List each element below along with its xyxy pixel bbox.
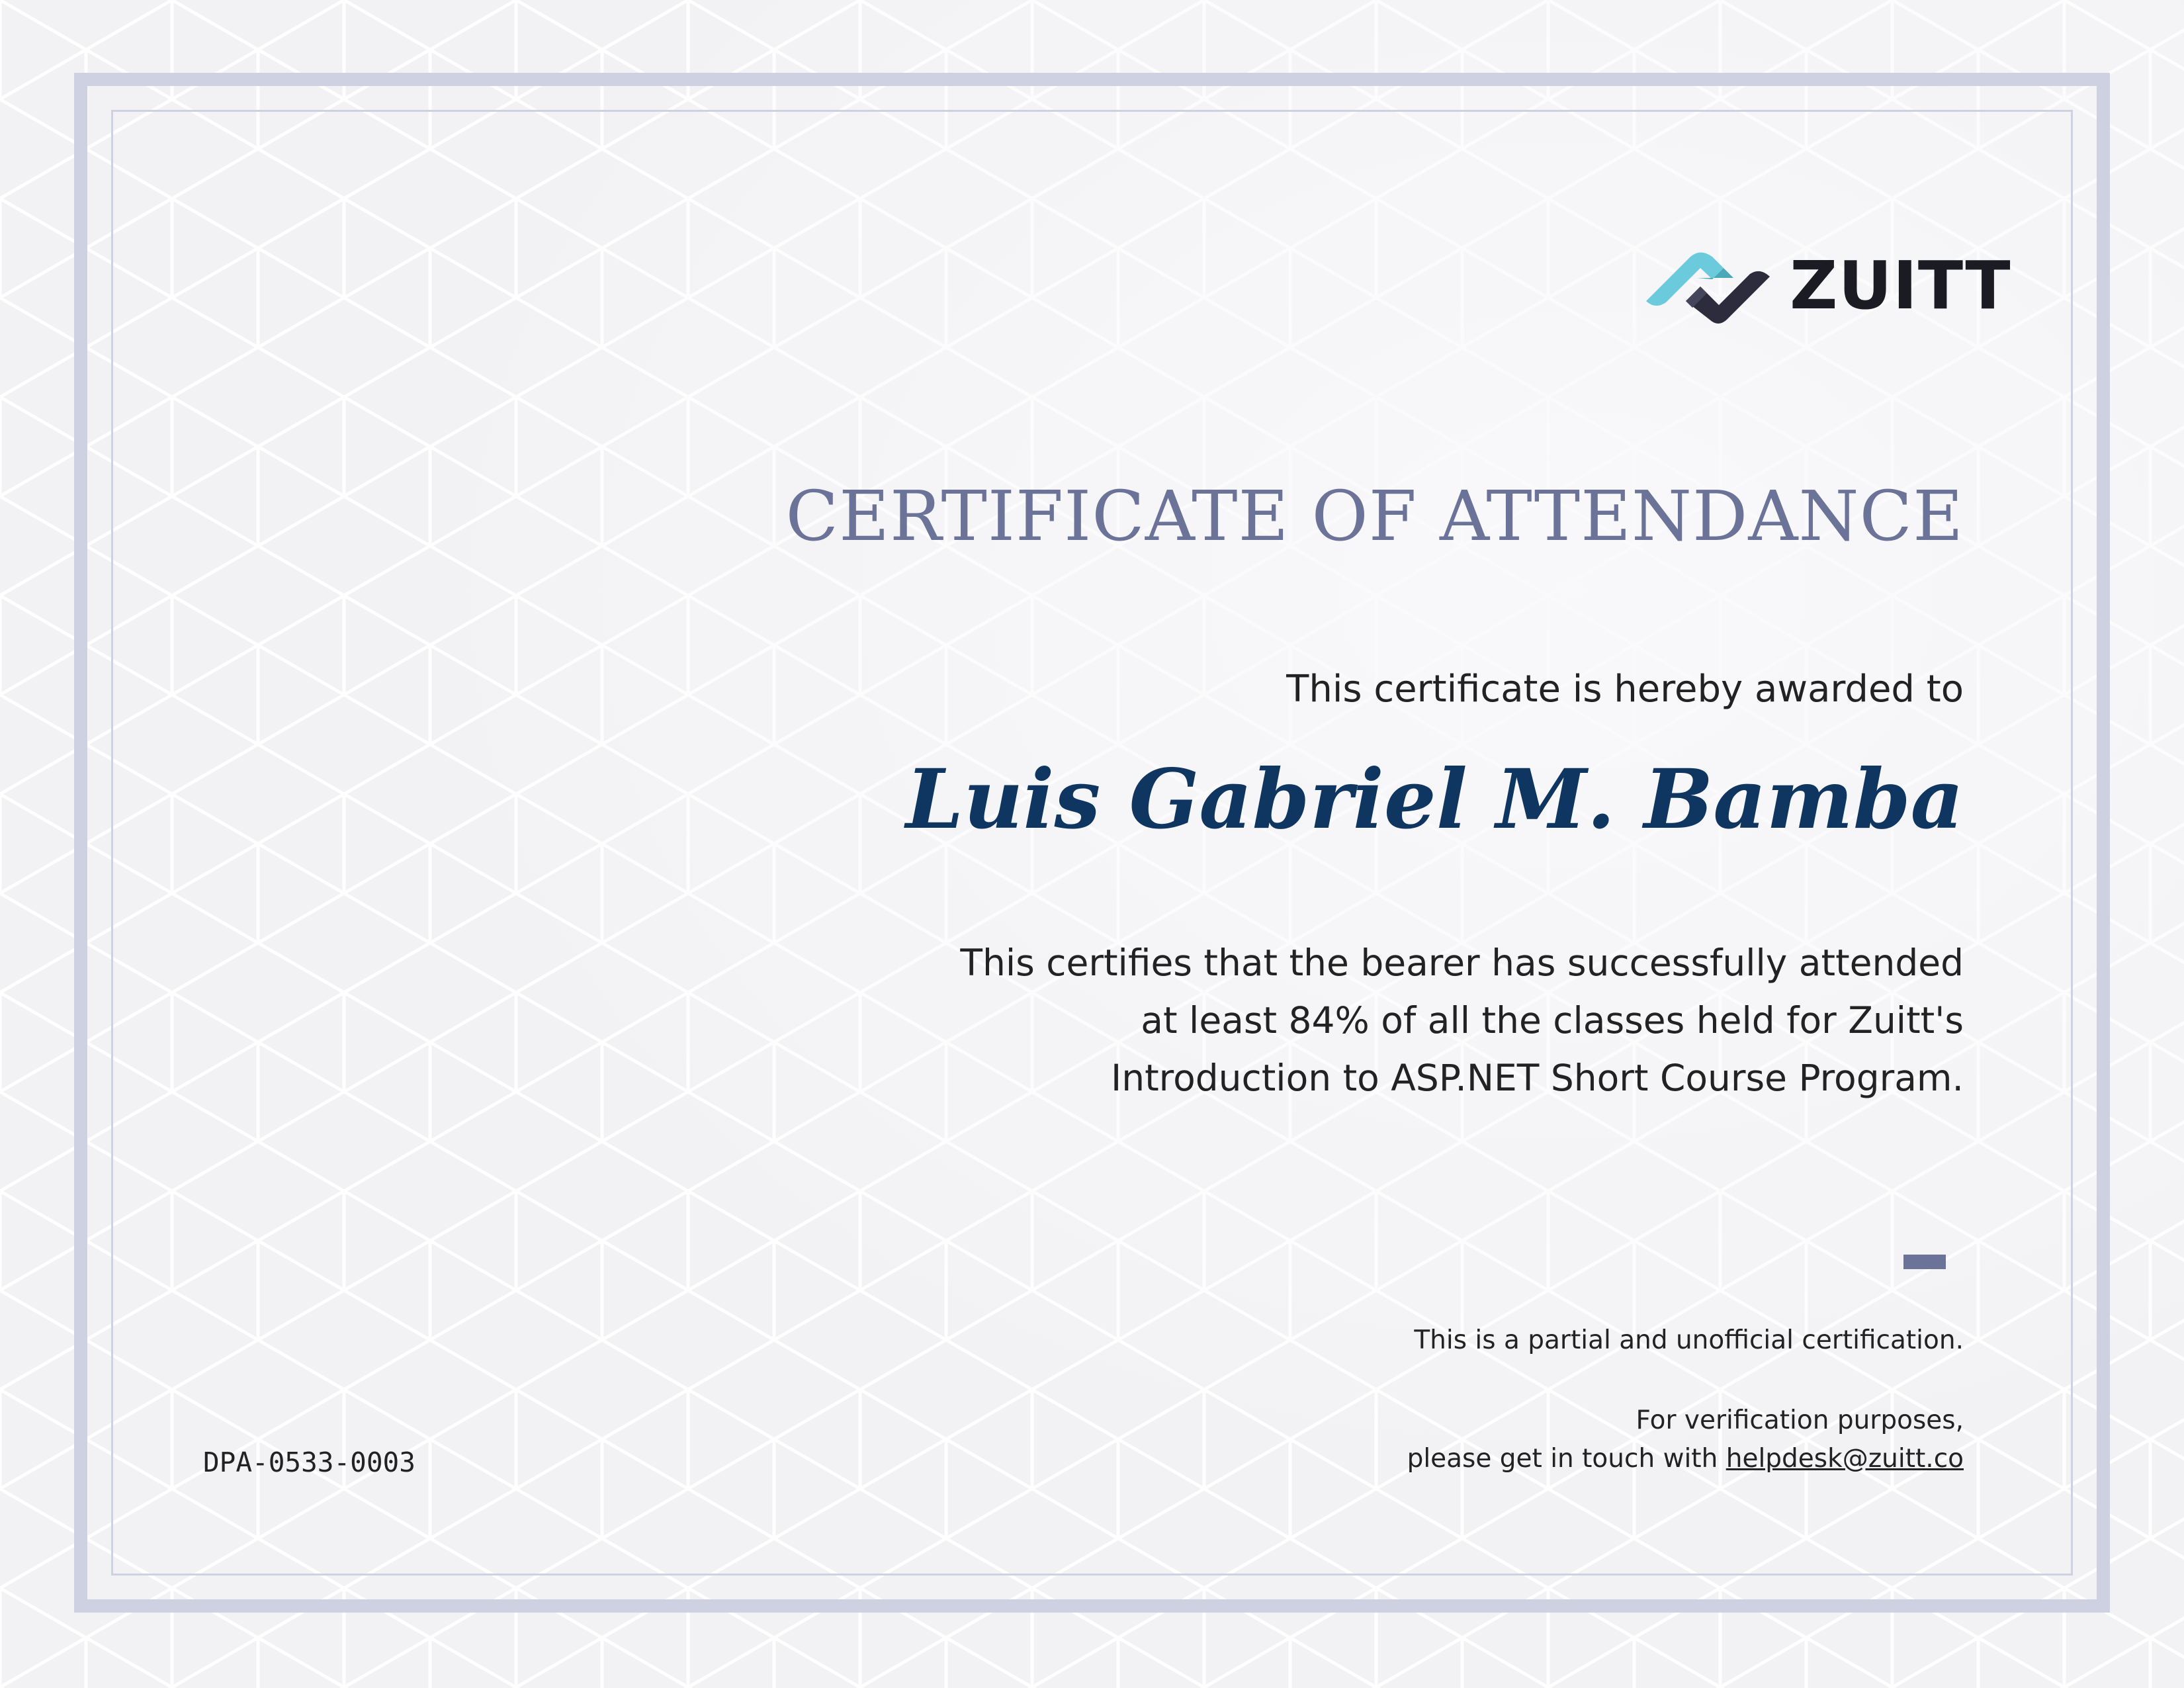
verification-note <box>1407 1401 1964 1478</box>
zuitt-wordmark: ZUITT <box>1790 247 2011 324</box>
awarded-to-label: This certificate is hereby awarded to <box>1286 668 1964 711</box>
certificate-body <box>960 934 1964 1107</box>
recipient-name: Luis Gabriel M. Bamba <box>906 752 1964 848</box>
accent-dash <box>1903 1255 1946 1269</box>
verification-contact-line <box>1407 1440 1964 1478</box>
helpdesk-email-link[interactable]: helpdesk@zuitt.co <box>1725 1444 1964 1474</box>
body-line: This certifies that the bearer has successfully attended <box>960 942 1964 984</box>
disclaimer-text: This is a partial and unofficial certification. <box>1414 1325 1964 1355</box>
body-line: at least 84% of all the classes held for Zuitt's <box>1141 999 1964 1042</box>
verification-line: For verification purposes, <box>1636 1405 1964 1435</box>
zuitt-logo <box>1634 238 2011 351</box>
certificate-title: CERTIFICATE OF ATTENDANCE <box>785 476 1964 556</box>
certificate-id: DPA-0533-0003 <box>203 1446 415 1478</box>
zuitt-logo-icon <box>1634 238 1780 351</box>
verification-prefix: please get in touch with <box>1407 1444 1718 1474</box>
body-line: Introduction to ASP.NET Short Course Program. <box>1111 1057 1964 1099</box>
